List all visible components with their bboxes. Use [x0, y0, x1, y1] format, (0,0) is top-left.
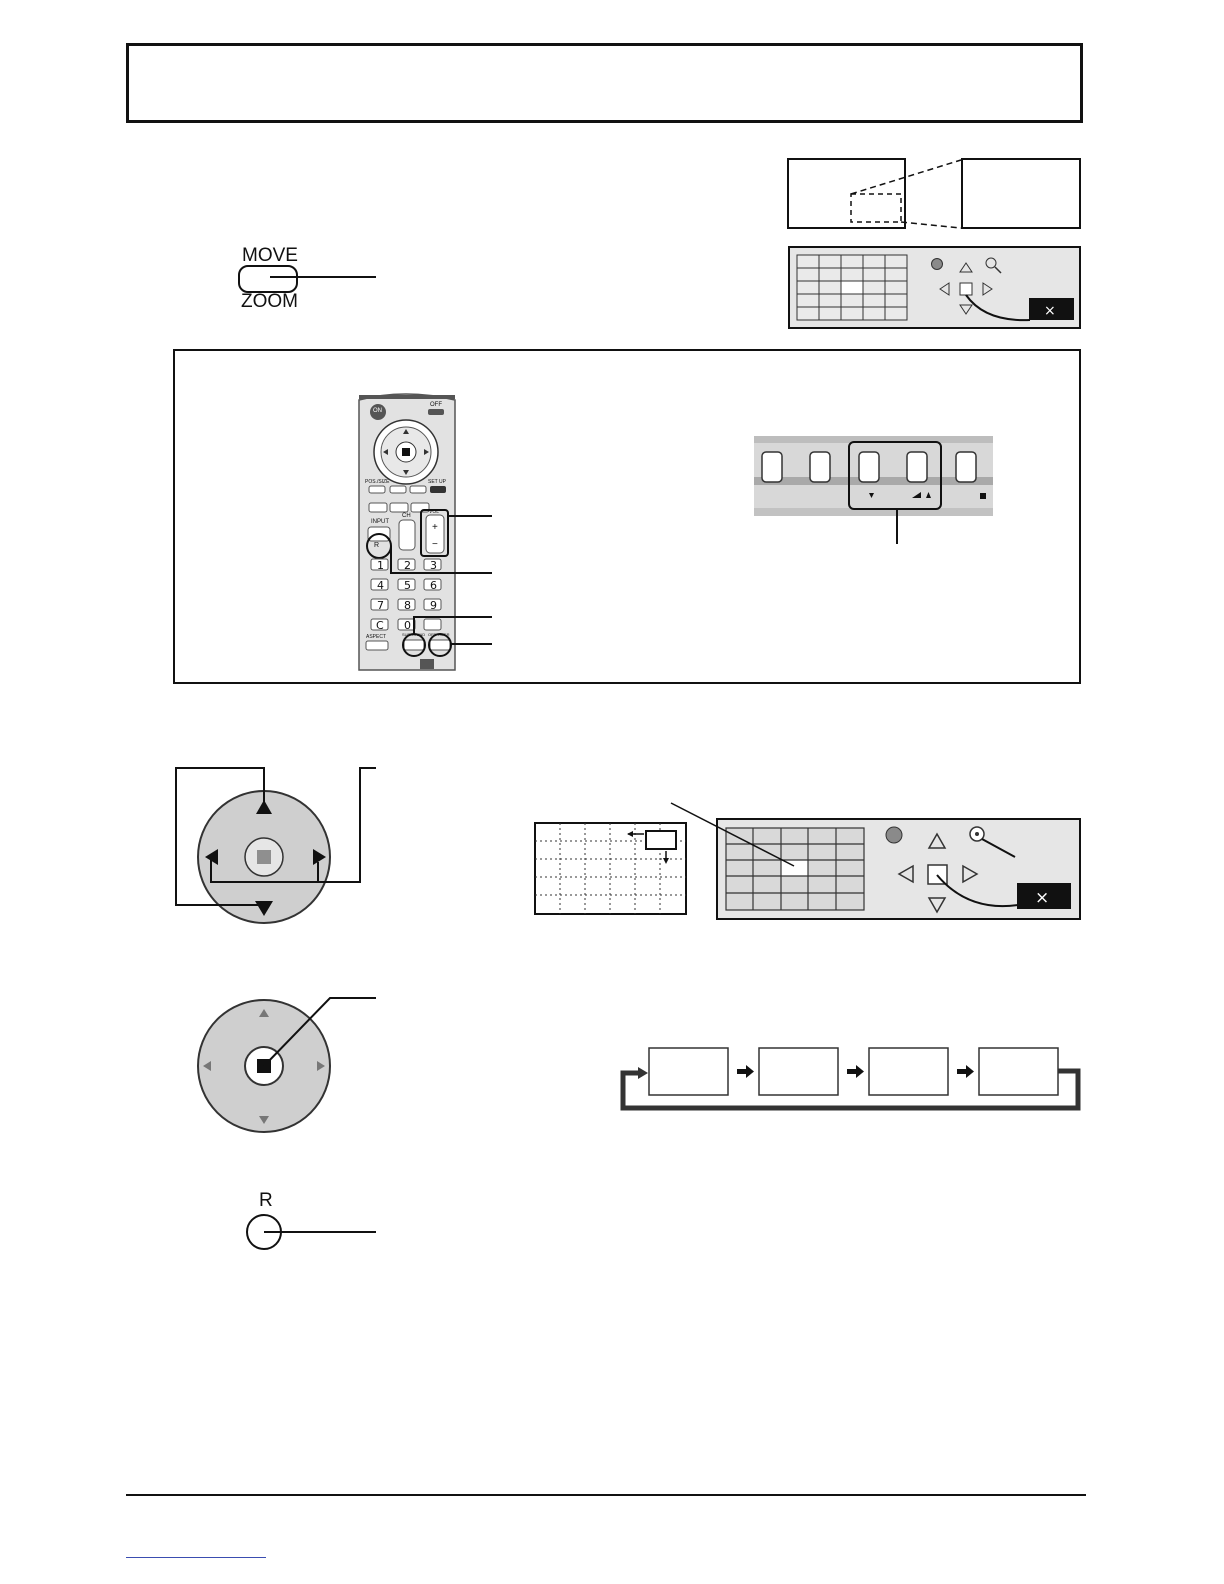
svg-text:2: 2	[404, 559, 411, 572]
svg-text:9: 9	[430, 599, 437, 612]
svg-text:3: 3	[430, 559, 437, 572]
remote-vol-label: VOL	[429, 509, 440, 515]
svg-text:0: 0	[404, 619, 411, 632]
r-label: R	[259, 1190, 273, 1211]
svg-text:1: 1	[377, 559, 384, 572]
svg-text:C: C	[376, 619, 384, 632]
svg-text:8: 8	[404, 599, 411, 612]
svg-text:5: 5	[404, 579, 411, 592]
svg-text:+: +	[432, 522, 438, 533]
svg-text:6: 6	[430, 579, 437, 592]
r-leader-line	[264, 1231, 376, 1233]
move-label: MOVE	[242, 245, 298, 266]
remote-input-label: INPUT	[371, 519, 389, 525]
svg-text:7: 7	[377, 599, 384, 612]
remote-aspect-label: ASPECT	[366, 634, 387, 640]
zoom-label: ZOOM	[241, 291, 298, 312]
svg-text:×: ×	[1044, 303, 1056, 319]
remote-offtimer-label: OFF TIMER	[428, 632, 450, 637]
svg-text:×: ×	[1035, 888, 1050, 908]
remote-surround-label: SURROUND	[402, 632, 426, 637]
footer-link-underline[interactable]	[126, 1557, 266, 1558]
svg-text:4: 4	[377, 579, 384, 592]
footer-rule	[126, 1494, 1086, 1496]
remote-ch-label: CH	[402, 513, 411, 519]
remote-setup-label: SET UP	[428, 479, 446, 485]
svg-text:−: −	[432, 539, 438, 550]
remote-possize-label: POS./SIZE	[365, 479, 390, 485]
remote-off-label: OFF	[430, 402, 442, 408]
remote-on-label: ON	[373, 408, 382, 414]
remote-recall-label: R	[374, 542, 380, 549]
